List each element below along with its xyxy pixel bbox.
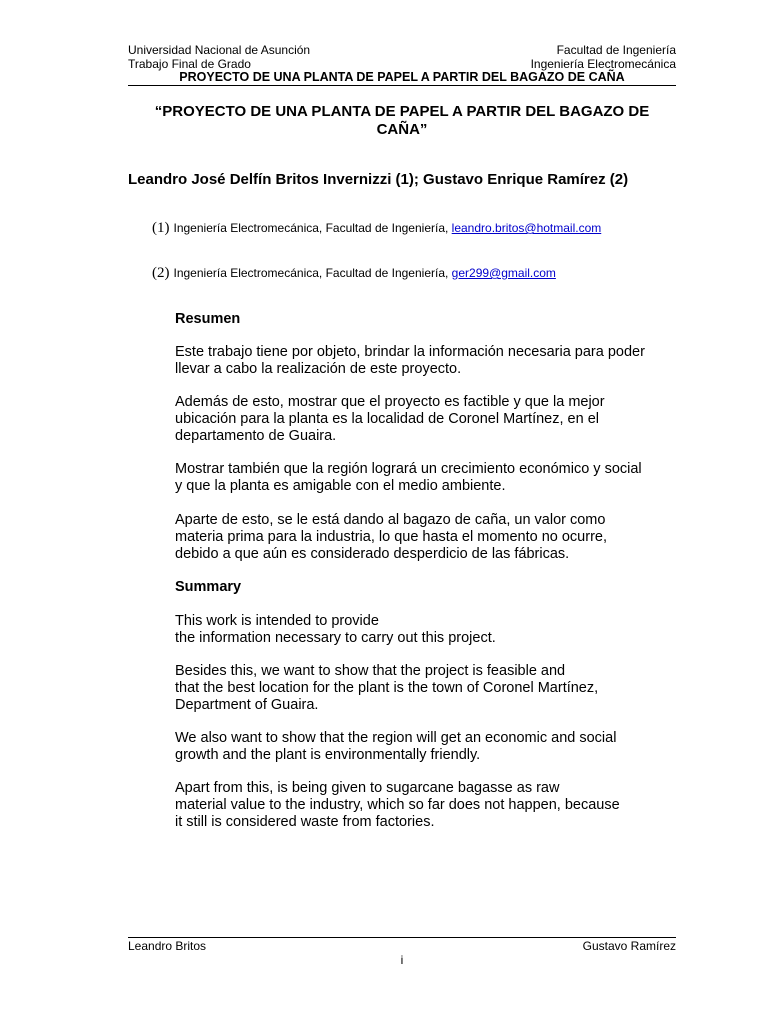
- summary-p2-line-3: Department of Guaira.: [175, 697, 319, 713]
- summary-p4-line-1: Apart from this, is being given to sugarcane bagasse as raw: [175, 780, 560, 796]
- resumen-heading: Resumen: [175, 311, 241, 327]
- affiliation-2-text: Ingeniería Electromecánica, Facultad de Ingeniería,: [173, 266, 452, 280]
- header-university: Universidad Nacional de Asunción: [128, 43, 311, 57]
- summary-heading: Summary: [175, 579, 242, 595]
- header-faculty: Facultad de Ingeniería: [556, 43, 676, 57]
- affiliation-1-number: (1): [152, 220, 170, 236]
- resumen-p4-line-1: Aparte de esto, se le está dando al bagazo de caña, un valor como: [175, 512, 606, 528]
- summary-paragraph-4: [175, 780, 695, 831]
- resumen-p3-line-1: Mostrar también que la región logrará un crecimiento económico y social: [175, 461, 642, 477]
- summary-paragraph-3: [175, 730, 695, 764]
- page-number: i: [400, 953, 404, 967]
- header-running-title: PROYECTO DE UNA PLANTA DE PAPEL A PARTIR DEL BAGAZO DE CAÑA: [179, 70, 625, 84]
- summary-p2-line-1: Besides this, we want to show that the project is feasible and: [175, 663, 566, 679]
- header-department: Ingeniería Electromecánica: [530, 57, 676, 71]
- affiliation-2-email-link[interactable]: ger299@gmail.com: [451, 266, 556, 280]
- resumen-p3-line-2: y que la planta es amigable con el medio ambiente.: [175, 478, 506, 494]
- resumen-paragraph-2: [175, 394, 695, 445]
- affiliation-1-email-link[interactable]: leandro.britos@hotmail.com: [451, 221, 602, 235]
- resumen-p4-line-3: debido a que aún es considerado desperdicio de las fábricas.: [175, 546, 570, 562]
- footer-author-left: Leandro Britos: [128, 939, 207, 953]
- footer-author-right: Gustavo Ramírez: [582, 939, 676, 953]
- summary-p1-line-2: the information necessary to carry out this project.: [175, 630, 496, 646]
- resumen-p1-line-1: Este trabajo tiene por objeto, brindar la información necesaria para poder: [175, 344, 645, 360]
- summary-paragraph-1: [175, 613, 695, 647]
- summary-p3-line-1: We also want to show that the region will get an economic and social: [175, 730, 617, 746]
- footer-row: [128, 939, 676, 953]
- resumen-p2-line-2: ubicación para la planta es la localidad de Coronel Martínez, en el: [175, 411, 599, 427]
- header-work-type: Trabajo Final de Grado: [128, 57, 251, 71]
- resumen-p1-line-2: llevar a cabo la realización de este proyecto.: [175, 361, 462, 377]
- summary-paragraph-2: [175, 663, 695, 714]
- header-divider: [128, 85, 676, 86]
- affiliation-1: [152, 221, 601, 236]
- resumen-p2-line-1: Además de esto, mostrar que el proyecto es factible y que la mejor: [175, 394, 605, 410]
- resumen-paragraph-1: [175, 344, 695, 378]
- footer-divider: [128, 937, 676, 938]
- summary-p4-line-3: it still is considered waste from factories.: [175, 814, 435, 830]
- header-row-2: [128, 57, 676, 71]
- resumen-paragraph-3: [175, 461, 695, 495]
- summary-p2-line-2: that the best location for the plant is the town of Coronel Martínez,: [175, 680, 599, 696]
- affiliation-2: [152, 266, 556, 281]
- resumen-heading-block: [175, 311, 695, 328]
- paper-authors: Leandro José Delfín Britos Invernizzi (1); Gustavo Enrique Ramírez (2): [128, 171, 629, 188]
- summary-heading-block: [175, 579, 695, 596]
- paper-title: “PROYECTO DE UNA PLANTA DE PAPEL A PARTIR DEL BAGAZO DE CAÑA”: [154, 103, 650, 138]
- resumen-paragraph-4: [175, 512, 695, 563]
- summary-p3-line-2: growth and the plant is environmentally friendly.: [175, 747, 481, 763]
- affiliation-1-text: Ingeniería Electromecánica, Facultad de Ingeniería,: [173, 221, 452, 235]
- summary-p4-line-2: material value to the industry, which so far does not happen, because: [175, 797, 620, 813]
- resumen-p4-line-2: materia prima para la industria, lo que hasta el momento no ocurre,: [175, 529, 607, 545]
- resumen-p2-line-3: departamento de Guaira.: [175, 428, 337, 444]
- summary-p1-line-1: This work is intended to provide: [175, 613, 379, 629]
- header-row-1: [128, 43, 676, 57]
- affiliation-2-number: (2): [152, 265, 170, 281]
